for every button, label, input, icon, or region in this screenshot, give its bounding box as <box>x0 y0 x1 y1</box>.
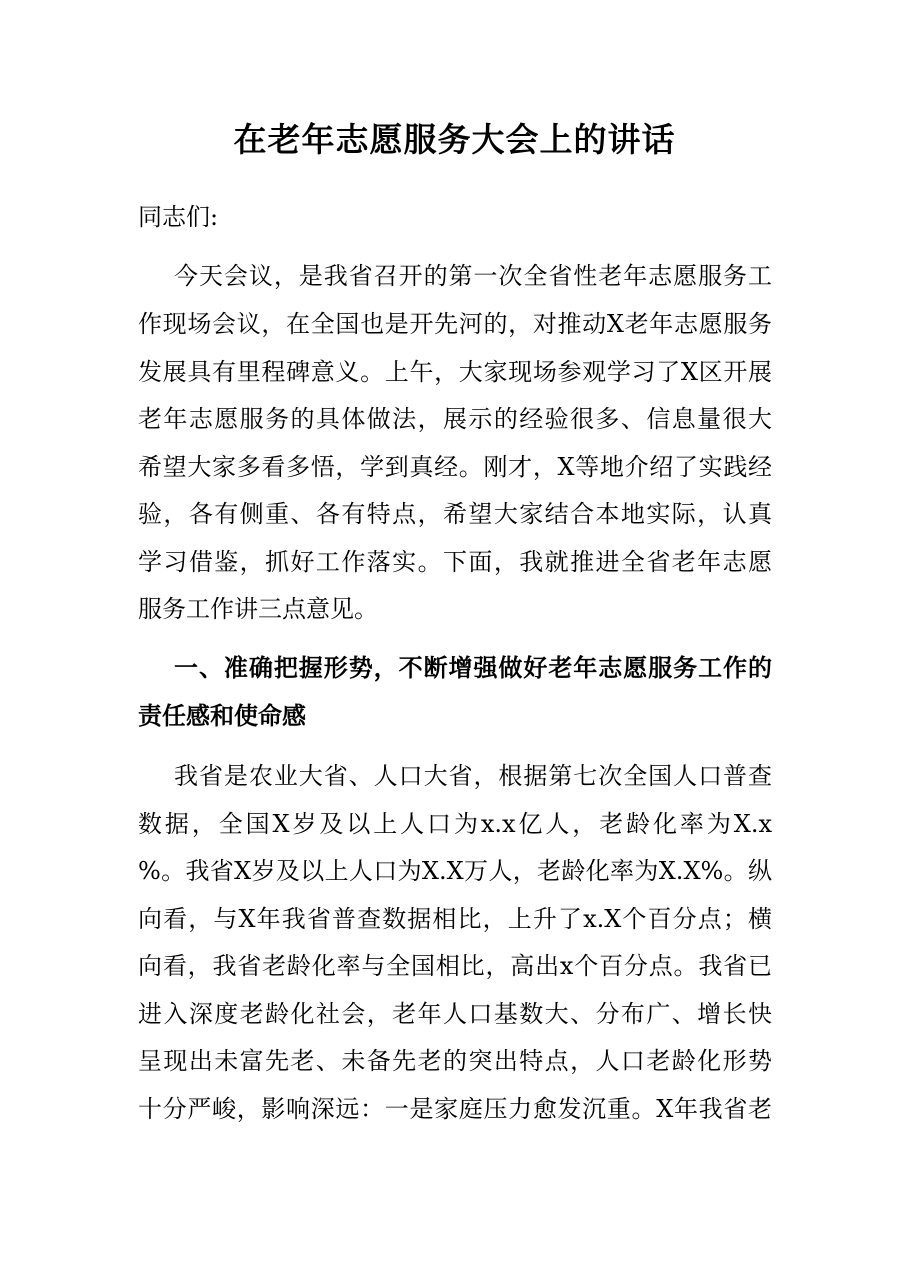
paragraph-line: 进入深度老龄化社会，老年人口基数大、分布广、增长快 <box>138 1000 772 1028</box>
paragraph-line: 学习借鉴，抓好工作落实。下面，我就推进全省老年志愿 <box>138 548 772 576</box>
paragraph-line: 今天会议，是我省召开的第一次全省性老年志愿服务工 <box>174 262 772 290</box>
paragraph-line: 发展具有里程碑意义。上午，大家现场参观学习了X区开展 <box>138 358 772 386</box>
paragraph-line: 我省是农业大省、人口大省，根据第七次全国人口普查 <box>174 762 772 790</box>
salutation: 同志们: <box>138 203 219 231</box>
paragraph-line: 向看，我省老龄化率与全国相比，高出x个百分点。我省已 <box>138 952 772 980</box>
section-heading: 责任感和使命感 <box>138 701 306 730</box>
paragraph-line: 作现场会议，在全国也是开先河的，对推动X老年志愿服务 <box>138 310 772 338</box>
paragraph-line: 十分严峻，影响深远：一是家庭压力愈发沉重。X年我省老 <box>138 1095 772 1123</box>
paragraph-line: 向看，与X年我省普查数据相比，上升了x.X个百分点；横 <box>138 905 772 933</box>
section-heading: 一、准确把握形势，不断增强做好老年志愿服务工作的 <box>174 653 772 682</box>
document-title: 在老年志愿服务大会上的讲话 <box>233 120 676 159</box>
paragraph-line: %。我省X岁及以上人口为X.X万人，老龄化率为X.X%。纵 <box>138 857 772 885</box>
paragraph-line: 数据，全国X岁及以上人口为x.x亿人，老龄化率为X.x <box>138 810 772 838</box>
paragraph-line: 希望大家多看多悟，学到真经。刚才，X等地介绍了实践经 <box>138 453 772 481</box>
paragraph-line: 呈现出未富先老、未备先老的突出特点，人口老龄化形势 <box>138 1047 772 1075</box>
paragraph-line: 验，各有侧重、各有特点，希望大家结合本地实际，认真 <box>138 500 772 528</box>
paragraph-line: 服务工作讲三点意见。 <box>138 595 378 623</box>
paragraph-line: 老年志愿服务的具体做法，展示的经验很多、信息量很大 <box>138 405 772 433</box>
